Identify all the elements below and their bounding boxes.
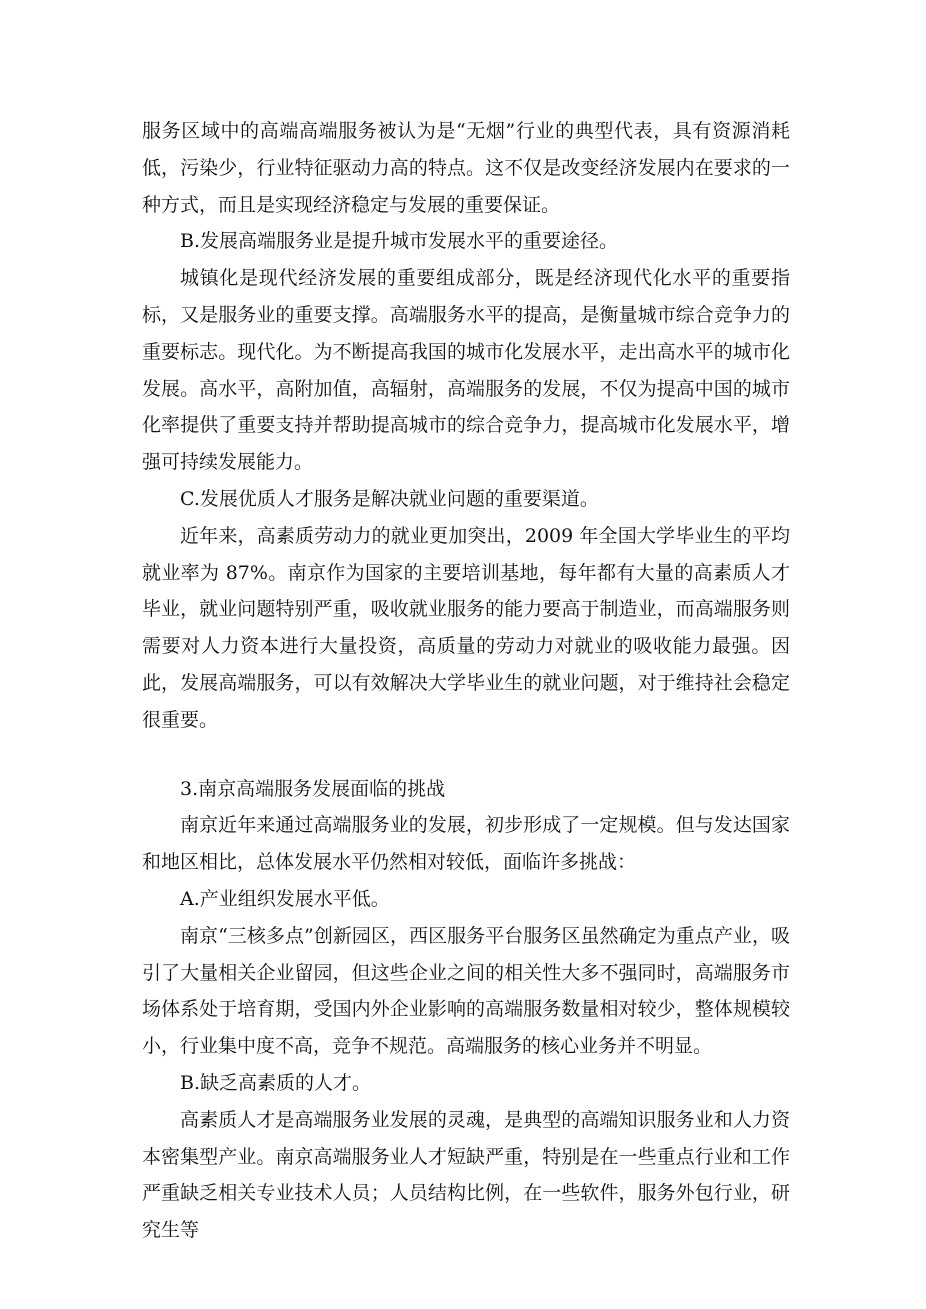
heading-b-urban-development: B.发展高端服务业是提升城市发展水平的重要途径。: [180, 230, 619, 253]
section-heading-challenges: 3.南京高端服务发展面临的挑战: [180, 777, 446, 800]
heading-a-industry-organization: A.产业组织发展水平低。: [180, 887, 390, 910]
paragraph-1: 服务区域中的高端高端服务被认为是“无烟”行业的典型代表，具有资源消耗低，污染少，行业特征驱动力高的特点。这不仅是改变经济发展内在要求的一种方式，而且是实现经济稳定与发展的重要保证。: [142, 120, 790, 216]
heading-c-employment: C.发展优质人才服务是解决就业问题的重要渠道。: [180, 487, 599, 510]
paragraph-employment: 近年来，高素质劳动力的就业更加突出，2009 年全国大学毕业生的平均就业率为 87%。南京作为国家的主要培训基地，每年都有大量的高素质人才毕业，就业问题特别严重，吸收就业服务的能力要高于制造业，而高端服务则需要对人力资本进行大量投资，高质量的劳动力对就业的吸收能力最强。因此，发展高端服务，可以有效解决大学毕业生的就业问题，对于维持社会稳定很重要。: [142, 524, 790, 731]
document-body: [142, 113, 790, 1249]
paragraph-challenges-intro: 南京近年来通过高端服务业的发展，初步形成了一定规模。但与发达国家和地区相比，总体发展水平仍然相对较低，面临许多挑战：: [142, 814, 790, 874]
paragraph-industry-organization: 南京“三核多点”创新园区，西区服务平台服务区虽然确定为重点产业，吸引了大量相关企业留园，但这些企业之间的相关性大多不强同时，高端服务市场体系处于培育期，受国内外企业影响的高端服务数量相对较少，整体规模较小，行业集中度不高，竞争不规范。高端服务的核心业务并不明显。: [142, 924, 790, 1058]
paragraph-talent-shortage: 高素质人才是高端服务业发展的灵魂，是典型的高端知识服务业和人力资本密集型产业。南京高端服务业人才短缺严重，特别是在一些重点行业和工作严重缺乏相关专业技术人员；人员结构比例，在一些软件，服务外包行业，研究生等: [142, 1108, 790, 1242]
heading-b-talent-shortage: B.缺乏高素质的人才。: [180, 1071, 372, 1094]
paragraph-urbanization: 城镇化是现代经济发展的重要组成部分，既是经济现代化水平的重要指标，又是服务业的重要支撑。高端服务水平的提高，是衡量城市综合竞争力的重要标志。现代化。为不断提高我国的城市化发展水平，走出高水平的城市化发展。高水平，高附加值，高辐射，高端服务的发展，不仅为提高中国的城市化率提供了重要支持并帮助提高城市的综合竞争力，提高城市化发展水平，增强可持续发展能力。: [142, 267, 790, 474]
